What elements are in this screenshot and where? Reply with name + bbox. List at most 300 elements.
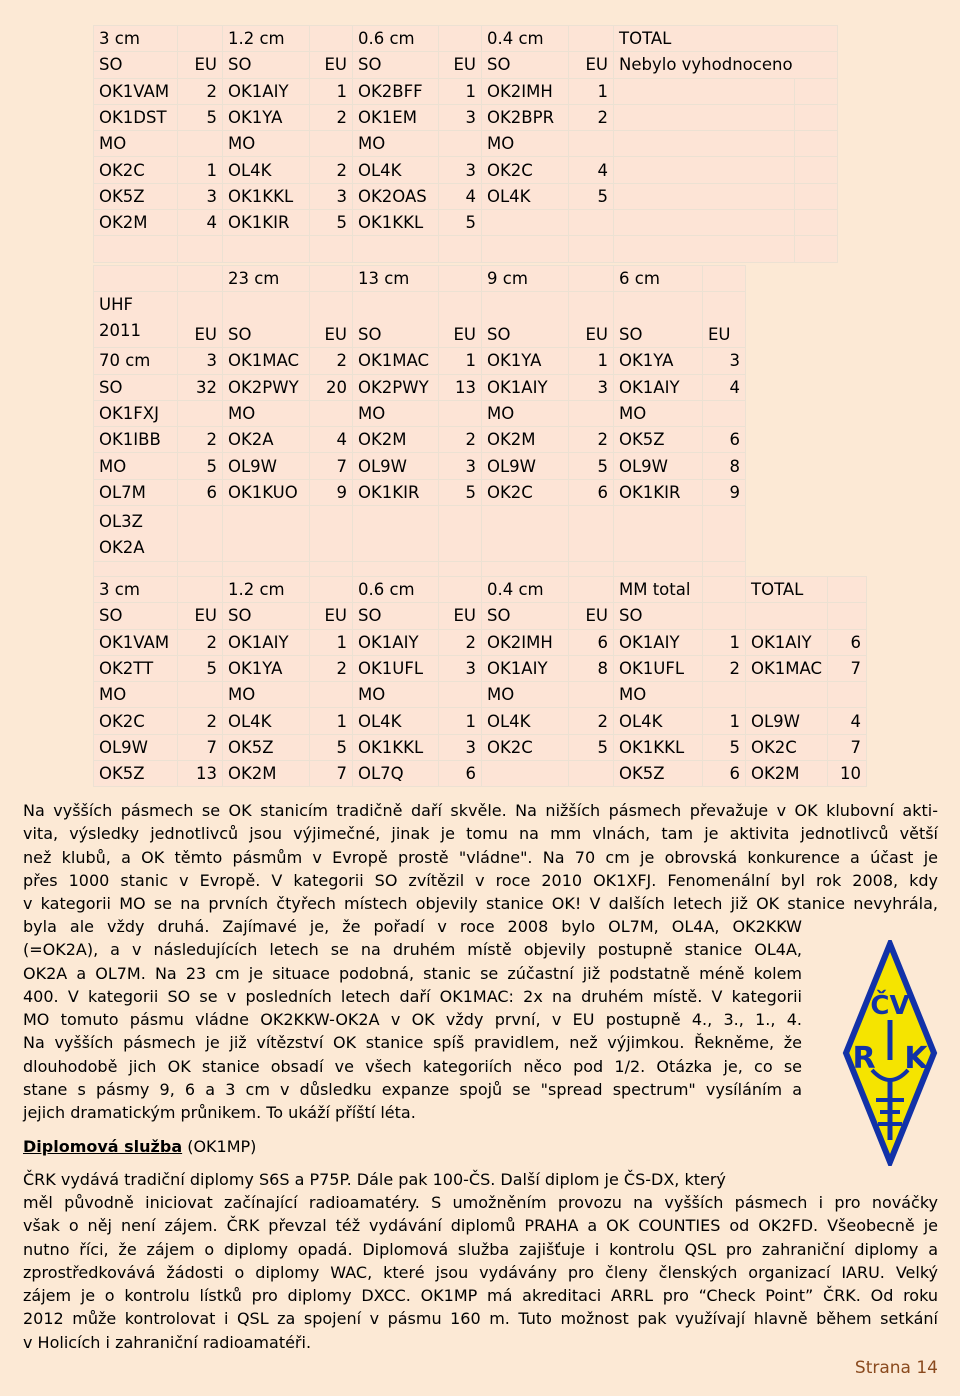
table-cell: OK2IMH (482, 78, 569, 104)
table-cell: OK1KIR (614, 479, 703, 505)
logo-letters-top: ČV (870, 991, 910, 1021)
table-cell (310, 577, 353, 603)
table-cell: 3 (178, 183, 223, 209)
table-cell: 0.4 cm (482, 577, 569, 603)
table-cell: 4 (703, 374, 746, 400)
table-cell: EU (569, 292, 614, 348)
results-table-mm-total (93, 576, 867, 787)
text-line: dlouhodobě jich OK stanice obsadí ve všech kategoriích něco pod 1/2. Otázka je, co se (23, 1056, 802, 1076)
table-cell: OK2A (223, 427, 310, 453)
text-line: MO tomuto pásmu vládne OK2KKW-OK2A v OK vždy první, v EU postupně 4., 3., 1., 4. (23, 1010, 802, 1030)
table-cell: 3 (310, 183, 353, 209)
table-cell: 1.2 cm (223, 577, 310, 603)
table-cell (795, 210, 838, 236)
table-row (94, 479, 746, 505)
table-cell: OL4K (482, 708, 569, 734)
table-cell (569, 131, 614, 157)
table-cell: OL4K (482, 183, 569, 209)
table-cell: OK5Z (614, 427, 703, 453)
table-cell: OK2C (94, 157, 178, 183)
text-line: v kategorii MO se na prvních čtyřech místech objevily stanice OK! V dalších letech již OK stanice nevyhrála, (23, 894, 938, 914)
table-cell: 8 (703, 453, 746, 479)
uhf-label: UHF (99, 295, 133, 315)
table-cell (439, 131, 482, 157)
table-cell: EU (569, 52, 614, 78)
table-cell (746, 603, 828, 629)
table-cell (482, 506, 569, 562)
table-cell (703, 266, 746, 292)
table-cell (569, 506, 614, 562)
table-cell: EU (178, 603, 223, 629)
table-cell (310, 266, 353, 292)
table-cell (614, 236, 795, 262)
table-cell: EU (439, 603, 482, 629)
table-cell: 2 (569, 104, 614, 130)
table-cell (223, 506, 310, 562)
table-cell: 6 (178, 479, 223, 505)
table-cell (795, 131, 838, 157)
table-cell: SO (94, 52, 178, 78)
table-cell (482, 761, 569, 787)
table-cell (614, 157, 795, 183)
table-row (94, 400, 746, 426)
table-cell: MO (353, 131, 439, 157)
table-cell: OK1AIY (223, 78, 310, 104)
text-line: vita, výsledky jednotlivců jsou výjimečné, jinak je tomu na mm vlnách, tam je aktivita jednotlivců větší (23, 824, 938, 844)
band-header: 13 cm (353, 266, 439, 292)
table-cell: OK2C (746, 734, 828, 760)
table-cell: OK1KKL (353, 210, 439, 236)
table-cell: OK1YA (223, 655, 310, 681)
article-paragraph (23, 799, 938, 915)
logo-letter-k: K (904, 1041, 928, 1076)
table-cell: 1 (310, 78, 353, 104)
table-cell: 5 (178, 453, 223, 479)
table-cell: OL9W (353, 453, 439, 479)
table-cell: OK2M (746, 761, 828, 787)
table-cell (310, 506, 353, 562)
table-cell: OK5Z (94, 761, 178, 787)
table-cell: OL4K (223, 157, 310, 183)
table-cell: 6 (703, 761, 746, 787)
table-cell (178, 682, 223, 708)
table-cell: 6 (828, 629, 867, 655)
table-cell (94, 236, 178, 262)
table-cell: 1 (703, 708, 746, 734)
table-cell: SO (223, 52, 310, 78)
table-cell: 1 (439, 348, 482, 374)
table-cell (746, 682, 828, 708)
table-cell: OK1KIR (353, 479, 439, 505)
table-cell: OK1KUO (223, 479, 310, 505)
table-cell: OK2M (482, 427, 569, 453)
table-cell (828, 603, 867, 629)
text-line: zájem je o kontrolu lístků pro diplomy DXCC. OK1MP má akreditaci ARRL pro “Check Point” ČRK. Od roku (23, 1286, 938, 1306)
table-cell (569, 577, 614, 603)
table-cell: 1.2 cm (223, 26, 310, 52)
table-cell (569, 26, 614, 52)
table-cell: 10 (828, 761, 867, 787)
article-paragraph-narrow (23, 915, 802, 1125)
band-header: 23 cm (223, 266, 310, 292)
table-cell: OK2PWY (223, 374, 310, 400)
table-cell: 4 (310, 427, 353, 453)
table-row (94, 374, 746, 400)
table-cell: OL4K (614, 708, 703, 734)
table-cell: 3 (178, 348, 223, 374)
table-cell: 3 cm (94, 26, 178, 52)
section-heading-title: Diplomová služba (23, 1137, 183, 1156)
table-cell: MO (353, 682, 439, 708)
table-cell: 2 (178, 629, 223, 655)
text-line: (=OK2A), a v následujících letech se na druhém místě objevily postupně stanice OL4A, (23, 940, 802, 960)
table-cell: 1 (569, 348, 614, 374)
table-cell (614, 183, 795, 209)
table-cell: MO (353, 400, 439, 426)
table-cell: 2 (178, 427, 223, 453)
table-cell: 4 (439, 183, 482, 209)
table-cell (310, 131, 353, 157)
table-row (94, 131, 838, 157)
table-cell (828, 577, 867, 603)
table-cell: OL9W (223, 453, 310, 479)
table-cell (439, 577, 482, 603)
table-header-row (94, 266, 746, 292)
table-cell: 6 (569, 479, 614, 505)
table-cell: 0.4 cm (482, 26, 569, 52)
table-cell: OK2IMH (482, 629, 569, 655)
table-cell: SO (223, 603, 310, 629)
table-cell: SO (614, 603, 703, 629)
table-cell: OK1DST (94, 104, 178, 130)
table-row (94, 157, 838, 183)
table-cell: 6 (569, 629, 614, 655)
multi-label-b: OK2A (99, 538, 145, 558)
table-cell: TOTAL (614, 26, 838, 52)
section-heading (23, 1135, 256, 1158)
table-row (94, 183, 838, 209)
table-cell: OK1KKL (614, 734, 703, 760)
table-cell: 7 (828, 734, 867, 760)
table-cell: 6 (703, 427, 746, 453)
table-cell: EU (310, 603, 353, 629)
table-cell: 1 (569, 78, 614, 104)
table-cell: 3 (439, 104, 482, 130)
table-cell: OK1AIY (614, 629, 703, 655)
table-cell (795, 183, 838, 209)
table-cell (482, 210, 569, 236)
table-cell: 0.6 cm (353, 26, 439, 52)
table-cell: OK2BPR (482, 104, 569, 130)
table-cell: MO (482, 131, 569, 157)
table-cell (569, 236, 614, 262)
table-cell: 4 (178, 210, 223, 236)
table-cell: OK1KIR (223, 210, 310, 236)
table-cell: OL9W (94, 734, 178, 760)
table-cell: 13 (439, 374, 482, 400)
text-line: ČRK vydává tradiční diplomy S6S a P75P. Dále pak 100-ČS. Další diplom je ČS-DX, který (23, 1170, 726, 1189)
section-paragraph (23, 1191, 938, 1354)
text-line: 400. V kategorii SO se v posledních letech daří OK1MAC: 2x na druhém místě. V kategorii (23, 986, 802, 1006)
table-cell: 5 (178, 104, 223, 130)
table-cell (703, 682, 746, 708)
table-cell: OK2C (482, 734, 569, 760)
table-cell: 5 (703, 734, 746, 760)
table-cell: SO (482, 292, 569, 348)
table-cell: MO (614, 682, 703, 708)
table-cell: 1 (310, 629, 353, 655)
table-cell: OL9W (482, 453, 569, 479)
table-cell (353, 236, 439, 262)
table-cell (569, 682, 614, 708)
table-cell: 1 (178, 157, 223, 183)
table-cell: 2 (439, 629, 482, 655)
table-cell (569, 210, 614, 236)
article-last-line: jejich dramatickým průnikem. To ukáží příští léta. (23, 1103, 416, 1123)
table-cell: 5 (310, 210, 353, 236)
table-cell: OK1MAC (353, 348, 439, 374)
table-cell: 2 (178, 708, 223, 734)
table-cell: OK2C (94, 708, 178, 734)
text-line: byla ale vždy druhá. Zajímavé je, že pořadí v roce 2008 bylo OL7M, OL4A, OK2KKW (23, 917, 802, 936)
table-cell: 5 (569, 453, 614, 479)
table-cell: OK1FXJ (94, 400, 178, 426)
table-row (94, 236, 838, 262)
table-cell: 5 (439, 479, 482, 505)
table-cell: OK2TT (94, 655, 178, 681)
text-line: nutno říci, že zájem o diplomy opadá. Diplomová služba zajišťuje i kontrolu QSL pro zahraniční diplomy a (23, 1239, 938, 1259)
table-cell: SO (482, 52, 569, 78)
table-cell (178, 506, 223, 562)
table-cell: 6 (439, 761, 482, 787)
table-cell (310, 682, 353, 708)
table-cell: OK1AIY (482, 374, 569, 400)
table-cell: OK1IBB (94, 427, 178, 453)
table-row (94, 348, 746, 374)
text-line: však o něj není zájem. ČRK převzal též vydávání diplomů PRAHA a OK COUNTIES od OK2FD. Všeobecně je (23, 1216, 938, 1236)
table-cell (310, 400, 353, 426)
section-paragraph-narrow (23, 1168, 813, 1191)
table-cell (703, 400, 746, 426)
table-cell: EU (439, 292, 482, 348)
table-cell: 2 (703, 655, 746, 681)
table-cell: OK1MAC (746, 655, 828, 681)
table-cell: OK2M (353, 427, 439, 453)
table-cell: OL4K (353, 157, 439, 183)
table-cell: OK1AIY (223, 629, 310, 655)
table-cell: OK1AIY (353, 629, 439, 655)
table-cell: 5 (310, 734, 353, 760)
table-cell: SO (353, 292, 439, 348)
table-cell (439, 506, 482, 562)
table-cell: MM total (614, 577, 703, 603)
table-row (94, 210, 838, 236)
table-cell: 9 (703, 479, 746, 505)
table-cell (828, 682, 867, 708)
table-row (94, 453, 746, 479)
band-header: 6 cm (614, 266, 703, 292)
band-header: 9 cm (482, 266, 569, 292)
table-cell: SO (353, 52, 439, 78)
table-cell (178, 400, 223, 426)
section-last-line: v Holicích i zahraniční radioamatéři. (23, 1332, 312, 1352)
table-cell: EU (569, 603, 614, 629)
multi-label-a: OL3Z (99, 512, 143, 532)
table-cell: 1 (703, 629, 746, 655)
table-cell: 4 (828, 708, 867, 734)
table-cell: OK1MAC (223, 348, 310, 374)
table-cell (703, 506, 746, 562)
table-cell (482, 236, 569, 262)
table-cell: OK1YA (482, 348, 569, 374)
table-cell: OK1AIY (482, 655, 569, 681)
table-cell: MO (614, 400, 703, 426)
table-row (94, 734, 867, 760)
table-cell (439, 266, 482, 292)
table-cell (310, 26, 353, 52)
table-cell: OK1AIY (614, 374, 703, 400)
table-row (94, 26, 838, 52)
table-cell: OK1KKL (223, 183, 310, 209)
table-row (94, 682, 867, 708)
text-line: zprostředkovává žádosti o diplomy WAC, které jsou vydávány pro členy členských organizací IARU. Velký (23, 1262, 938, 1282)
table-cell (94, 266, 178, 292)
table-cell: 70 cm (94, 348, 178, 374)
table-cell: 2 (569, 708, 614, 734)
table-cell: 3 (439, 734, 482, 760)
table-cell: 20 (310, 374, 353, 400)
table-cell (178, 266, 223, 292)
table-cell: OK5Z (94, 183, 178, 209)
table-cell (703, 577, 746, 603)
table-cell: OK1UFL (614, 655, 703, 681)
table-cell: SO (223, 292, 310, 348)
table-cell (795, 78, 838, 104)
table-cell: 3 (703, 348, 746, 374)
table-row (94, 78, 838, 104)
table-cell: 4 (569, 157, 614, 183)
table-cell: 1 (439, 78, 482, 104)
table-cell: EU (439, 52, 482, 78)
text-line: 2012 může kontrolovat i QSL za spojení v pásmu 160 m. Tuto možnost pak využívají hlavně během setkání (23, 1309, 938, 1329)
table-cell (614, 104, 795, 130)
table-cell: OK2PWY (353, 374, 439, 400)
table-cell: Nebylo vyhodnoceno (614, 52, 838, 78)
table-cell: OK1AIY (746, 629, 828, 655)
table-cell (795, 104, 838, 130)
uhf-year-label (94, 292, 178, 348)
table-cell: MO (94, 131, 178, 157)
table-cell: OK2C (482, 479, 569, 505)
table-cell: 5 (569, 734, 614, 760)
table-cell (353, 506, 439, 562)
table-cell: 2 (439, 427, 482, 453)
table-cell: 1 (439, 708, 482, 734)
table-cell (614, 210, 795, 236)
table-cell (178, 236, 223, 262)
table-cell (614, 78, 795, 104)
table-cell: 32 (178, 374, 223, 400)
table-cell (310, 236, 353, 262)
table-subheader-row (94, 292, 746, 348)
table-cell (223, 236, 310, 262)
table-cell: 7 (310, 453, 353, 479)
table-row (94, 52, 838, 78)
table-cell: OK2OAS (353, 183, 439, 209)
table-row (94, 761, 867, 787)
table-cell (703, 603, 746, 629)
table-cell: OL7Q (353, 761, 439, 787)
table-cell: OK1VAM (94, 78, 178, 104)
table-cell: OK1EM (353, 104, 439, 130)
table-cell (614, 131, 795, 157)
table-row (94, 506, 746, 562)
table-cell: 8 (569, 655, 614, 681)
table-cell: 5 (569, 183, 614, 209)
year-label: 2011 (99, 321, 141, 341)
table-cell (795, 236, 838, 262)
table-cell: OK1VAM (94, 629, 178, 655)
table-cell: OK5Z (614, 761, 703, 787)
table-cell: MO (482, 400, 569, 426)
table-cell: EU (310, 52, 353, 78)
table-cell (178, 577, 223, 603)
table-cell: OK5Z (223, 734, 310, 760)
table-row (94, 427, 746, 453)
table-cell: EU (310, 292, 353, 348)
table-cell: OL4K (353, 708, 439, 734)
table-cell: OK2M (94, 210, 178, 236)
table-row (94, 577, 867, 603)
table-cell: 3 cm (94, 577, 178, 603)
table-cell: 5 (178, 655, 223, 681)
table-cell: EU (703, 292, 746, 348)
table-cell: 9 (310, 479, 353, 505)
table-cell: MO (94, 682, 178, 708)
table-cell: OK2C (482, 157, 569, 183)
text-line: Na vyšších pásmech je již vítězství OK stanice spíš pravidlem, než výjimkou. Řekněme, že (23, 1033, 802, 1053)
table-cell: 0.6 cm (353, 577, 439, 603)
table-cell: 7 (310, 761, 353, 787)
table-row (94, 708, 867, 734)
table-cell: SO (94, 603, 178, 629)
table-cell: TOTAL (746, 577, 828, 603)
table-row (94, 629, 867, 655)
text-line: než klubů, a OK těmto pásmům v Evropě prostě "vládne". Na 70 cm je obrovská konkurence a účast je (23, 847, 938, 867)
table-cell: MO (223, 131, 310, 157)
results-table-uhf-2011 (93, 265, 746, 588)
table-cell: OK2M (223, 761, 310, 787)
multi-label-cell (94, 506, 178, 562)
table-row (94, 655, 867, 681)
table-cell: OL4K (223, 708, 310, 734)
table-cell: 2 (310, 104, 353, 130)
table-row (94, 104, 838, 130)
page-number: Strana 14 (854, 1358, 938, 1378)
table-cell: MO (94, 453, 178, 479)
text-line: měl původně iniciovat začínající radioamatéry. S umožněním provozu na vyšších pásmech i pro nováčky (23, 1193, 938, 1212)
table-cell (439, 26, 482, 52)
table-cell: SO (482, 603, 569, 629)
table-cell: 2 (569, 427, 614, 453)
table-cell (569, 400, 614, 426)
table-cell: SO (614, 292, 703, 348)
table-cell: OK1KKL (353, 734, 439, 760)
table-cell (795, 157, 838, 183)
table-cell: 13 (178, 761, 223, 787)
table-cell: MO (223, 400, 310, 426)
table-cell: OK1YA (223, 104, 310, 130)
